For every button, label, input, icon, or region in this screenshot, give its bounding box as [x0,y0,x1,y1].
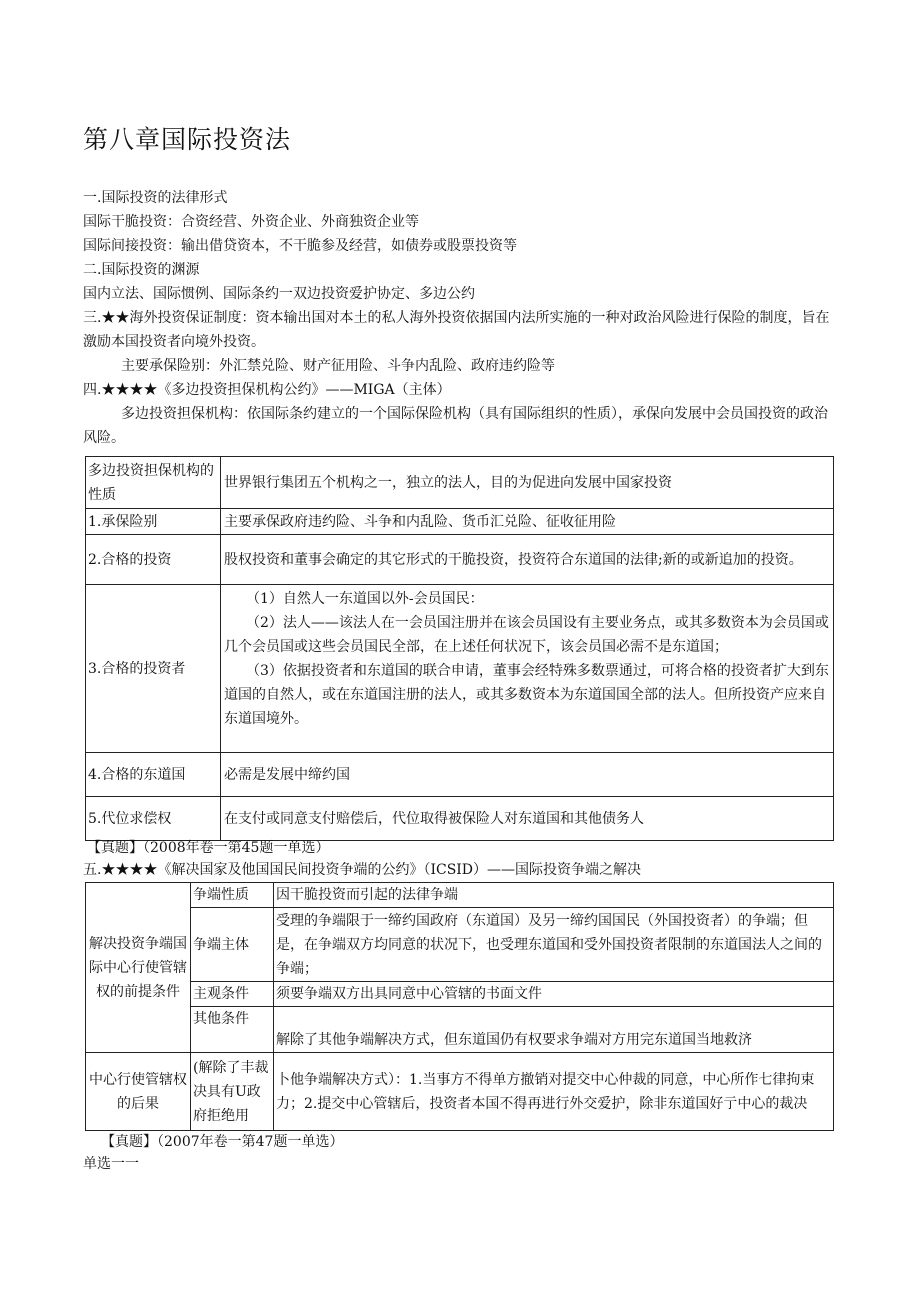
row-key: 1.承保险别 [86,509,221,535]
row-value: 解除了其他争端解决方式，但东道国仍有权要求争端对方用完东道国当地救济 [274,1007,834,1053]
jurisdiction-consequence-label: 中心行使管辖权的后果 [86,1053,191,1131]
row-value [221,585,834,753]
exam-question-note-1: 【真题】（2008年卷一第45题一单选） [87,840,330,856]
section-3-paragraph: 三.★★海外投资保证制度：资本输出国对本土的私人海外投资依据国内法所实施的一种对政治风险进行保险的制度，旨在激励本国投资者向境外投资。 [83,310,830,350]
row-value: 受理的争端限于一缔约国政府（东道国）及另一缔约国国民（外国投资者）的争端；但是，在争端双方均同意的状况下，也受理东道国和受外国投资者限制的东道国法人之间的争端； [274,908,834,982]
row-key: 主观条件 [191,982,274,1007]
row-value: 股权投资和董事会确定的其它形式的干脆投资，投资符合东道国的法律;新的或新追加的投资。 [221,535,834,585]
row-key: 争端主体 [191,908,274,982]
table-row [86,883,834,908]
section-2-heading: 二.国际投资的渊源 [83,262,200,278]
indirect-investment-line: 国际间接投资：输出借贷资本，不干脆参及经营，如债券或股票投资等 [83,238,517,254]
table-row [86,753,834,797]
table-row [86,509,834,535]
consequence-fragment: (解除了丰裁决具有U政府拒绝用 [191,1053,274,1131]
row-value: 必需是发展中缔约国 [221,753,834,797]
table-row [86,908,834,982]
row-key: 5.代位求偿权 [86,797,221,841]
single-choice-label: 单选一一 [83,1156,139,1172]
consequence-text: 卜他争端解决方式）：1.当事方不得单方撤销对提交中心仲裁的同意，中心所作七律拘束力；2.提交中心管辖后，投资者本国不得再进行外交爱护，除非东道国好亍中心的裁决 [274,1053,834,1131]
section-5-heading: 五.★★★★《解决国家及他国国民间投资争端的公约》（ICSID）——国际投资争端之解决 [83,862,642,878]
investor-clause-2: （2）法人——该法人在一会员国注册并在该会员国设有主要业务点，或其多数资本为会员国或几个会员国或这些会员国民全部，在上述任何状况下，该会员国必需不是东道国； [224,615,829,655]
table-row [86,535,834,585]
insured-risks-line: 主要承保险别：外汇禁兑险、财产征用险、斗争内乱险、政府违约险等 [121,358,555,374]
icsid-table [85,882,834,1131]
table-row [86,797,834,841]
row-key: 2.合格的投资 [86,535,221,585]
jurisdiction-preconditions-label: 解决投资争端国际中心行使管辖权的前提条件 [86,883,191,1053]
row-value: 主要承保政府违约险、斗争和内乱险、货币汇兑险、征收征用险 [221,509,834,535]
sources-line: 国内立法、国际惯例、国际条约一双边投资爱护协定、多边公约 [83,286,475,302]
chapter-title: 第八章国际投资法 [83,125,292,154]
table-row [86,1053,834,1131]
row-value: 在支付或同意支付赔偿后，代位取得被保险人对东道国和其他债务人 [221,797,834,841]
miga-definition-paragraph: 多边投资担保机构：依国际条约建立的一个国际保险机构（具有国际组织的性质），承保向发展中会员国投资的政治风险。 [83,406,828,446]
direct-investment-line: 国际干脆投资：合资经营、外资企业、外商独资企业等 [83,214,419,230]
section-1-heading: 一.国际投资的法律形式 [83,190,228,206]
investor-clause-3: （3）依据投资者和东道国的联合申请，董事会经特殊多数票通过，可将合格的投资者扩大到东道国的自然人，或在东道国注册的法人，或其多数资本为东道国国全部的法人。但所投资产应来自东道国境外。 [224,663,829,727]
section-4-heading: 四.★★★★《多边投资担保机构公约》——MIGA（主体） [83,382,451,398]
row-value: 因干脆投资而引起的法律争端 [274,883,834,908]
table-row [86,457,834,509]
row-key: 4.合格的东道国 [86,753,221,797]
table-row [86,1007,834,1053]
investor-clause-1: （1）自然人一东道国以外-会员国民： [246,591,484,607]
exam-question-note-2: 【真题】（2007年卷一第47题一单选） [101,1134,344,1150]
row-key: 其他条件 [191,1007,274,1053]
table-row [86,585,834,753]
miga-table [85,456,834,841]
row-value: 须要争端双方出具同意中心管辖的书面文件 [274,982,834,1007]
row-key: 争端性质 [191,883,274,908]
table-row [86,982,834,1007]
row-key: 多边投资担保机构的性质 [86,457,221,509]
row-value: 世界银行集团五个机构之一，独立的法人，目的为促进向发展中国家投资 [221,457,834,509]
row-key: 3.合格的投资者 [86,585,221,753]
